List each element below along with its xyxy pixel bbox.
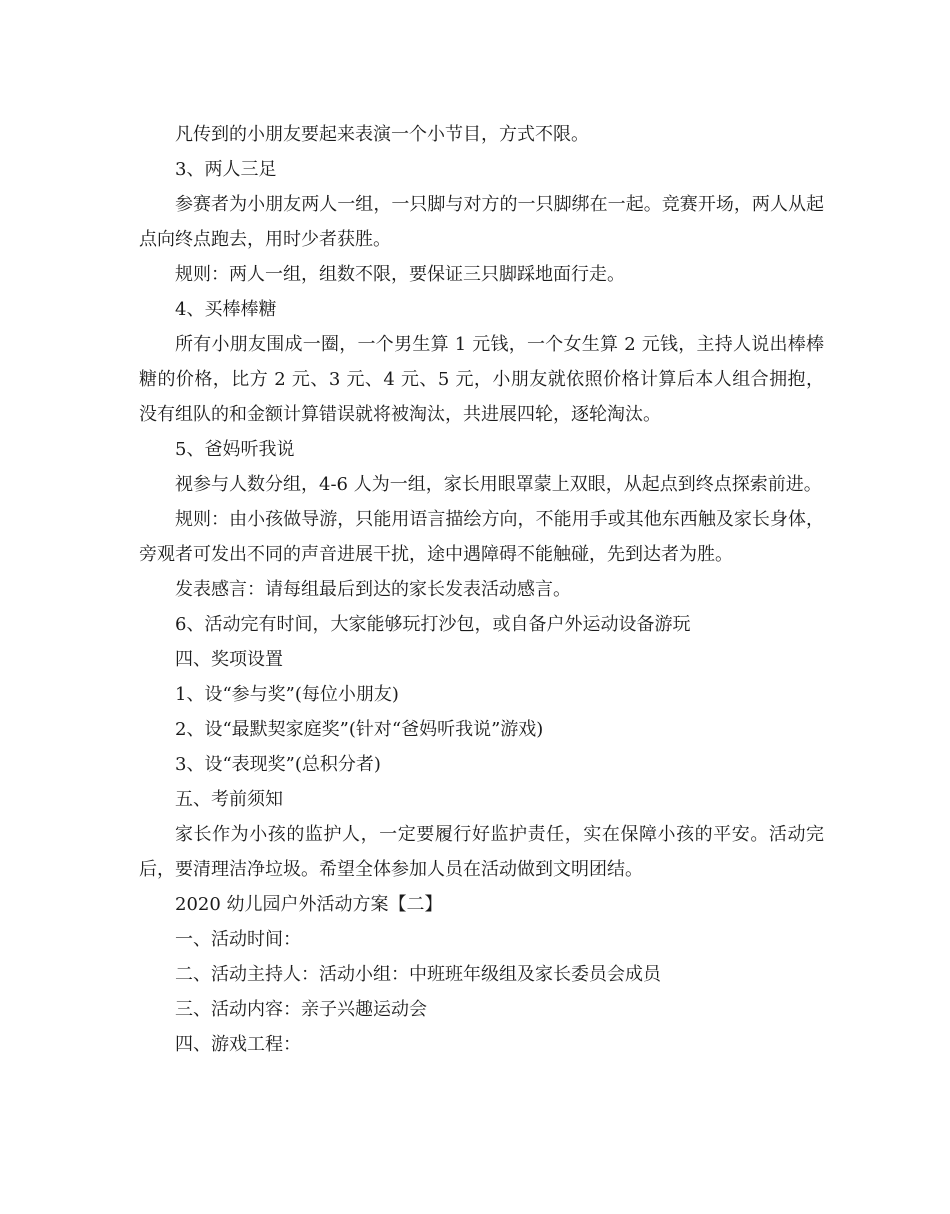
section-heading: 3、两人三足	[175, 159, 277, 180]
document-body	[139, 117, 824, 1062]
paragraph: 视参与人数分组，4-6 人为一组，家长用眼罩蒙上双眼，从起点到终点探索前进。	[175, 474, 822, 495]
list-item: 1、设“参与奖”(每位小朋友)	[175, 684, 399, 705]
paragraph: 规则：两人一组，组数不限，要保证三只脚踩地面行走。	[175, 264, 625, 285]
paragraph: 所有小朋友围成一圈，一个男生算 1 元钱，一个女生算 2 元钱，主持人说出棒棒糖的价格，比方 2 元、3 元、4 元、5 元，小朋友就依照价格计算后本人组合拥抱，没有组队的和金额计算错误就将被淘汰，共进展四轮，逐轮淘汰。	[139, 334, 824, 425]
paragraph: 规则：由小孩做导游，只能用语言描绘方向，不能用手或其他东西触及家长身体，旁观者可发出不同的声音进展干扰，途中遇障碍不能触碰，先到达者为胜。	[139, 509, 824, 565]
list-item: 2、设“最默契家庭奖”(针对“爸妈听我说”游戏)	[175, 719, 544, 740]
section-heading: 5、爸妈听我说	[175, 439, 295, 460]
document-subtitle: 2020 幼儿园户外活动方案【二】	[175, 894, 443, 915]
paragraph: 发表感言：请每组最后到达的家长发表活动感言。	[175, 579, 571, 600]
paragraph: 凡传到的小朋友要起来表演一个小节目，方式不限。	[175, 124, 589, 145]
section-heading: 四、游戏工程：	[175, 1034, 301, 1055]
paragraph: 家长作为小孩的监护人，一定要履行好监护责任，实在保障小孩的平安。活动完后，要清理洁净垃圾。希望全体参加人员在活动做到文明团结。	[139, 824, 824, 880]
list-item: 3、设“表现奖”(总积分者)	[175, 754, 381, 775]
section-heading: 三、活动内容：亲子兴趣运动会	[175, 999, 427, 1020]
section-heading: 二、活动主持人：活动小组：中班班年级组及家长委员会成员	[175, 964, 661, 985]
section-heading: 一、活动时间：	[175, 929, 301, 950]
paragraph: 6、活动完有时间，大家能够玩打沙包，或自备户外运动设备游玩	[175, 614, 691, 635]
section-heading: 五、考前须知	[175, 789, 283, 810]
section-heading: 四、奖项设置	[175, 649, 283, 670]
section-heading: 4、买棒棒糖	[175, 299, 277, 320]
paragraph: 参赛者为小朋友两人一组，一只脚与对方的一只脚绑在一起。竞赛开场，两人从起点向终点跑去，用时少者获胜。	[139, 194, 824, 250]
